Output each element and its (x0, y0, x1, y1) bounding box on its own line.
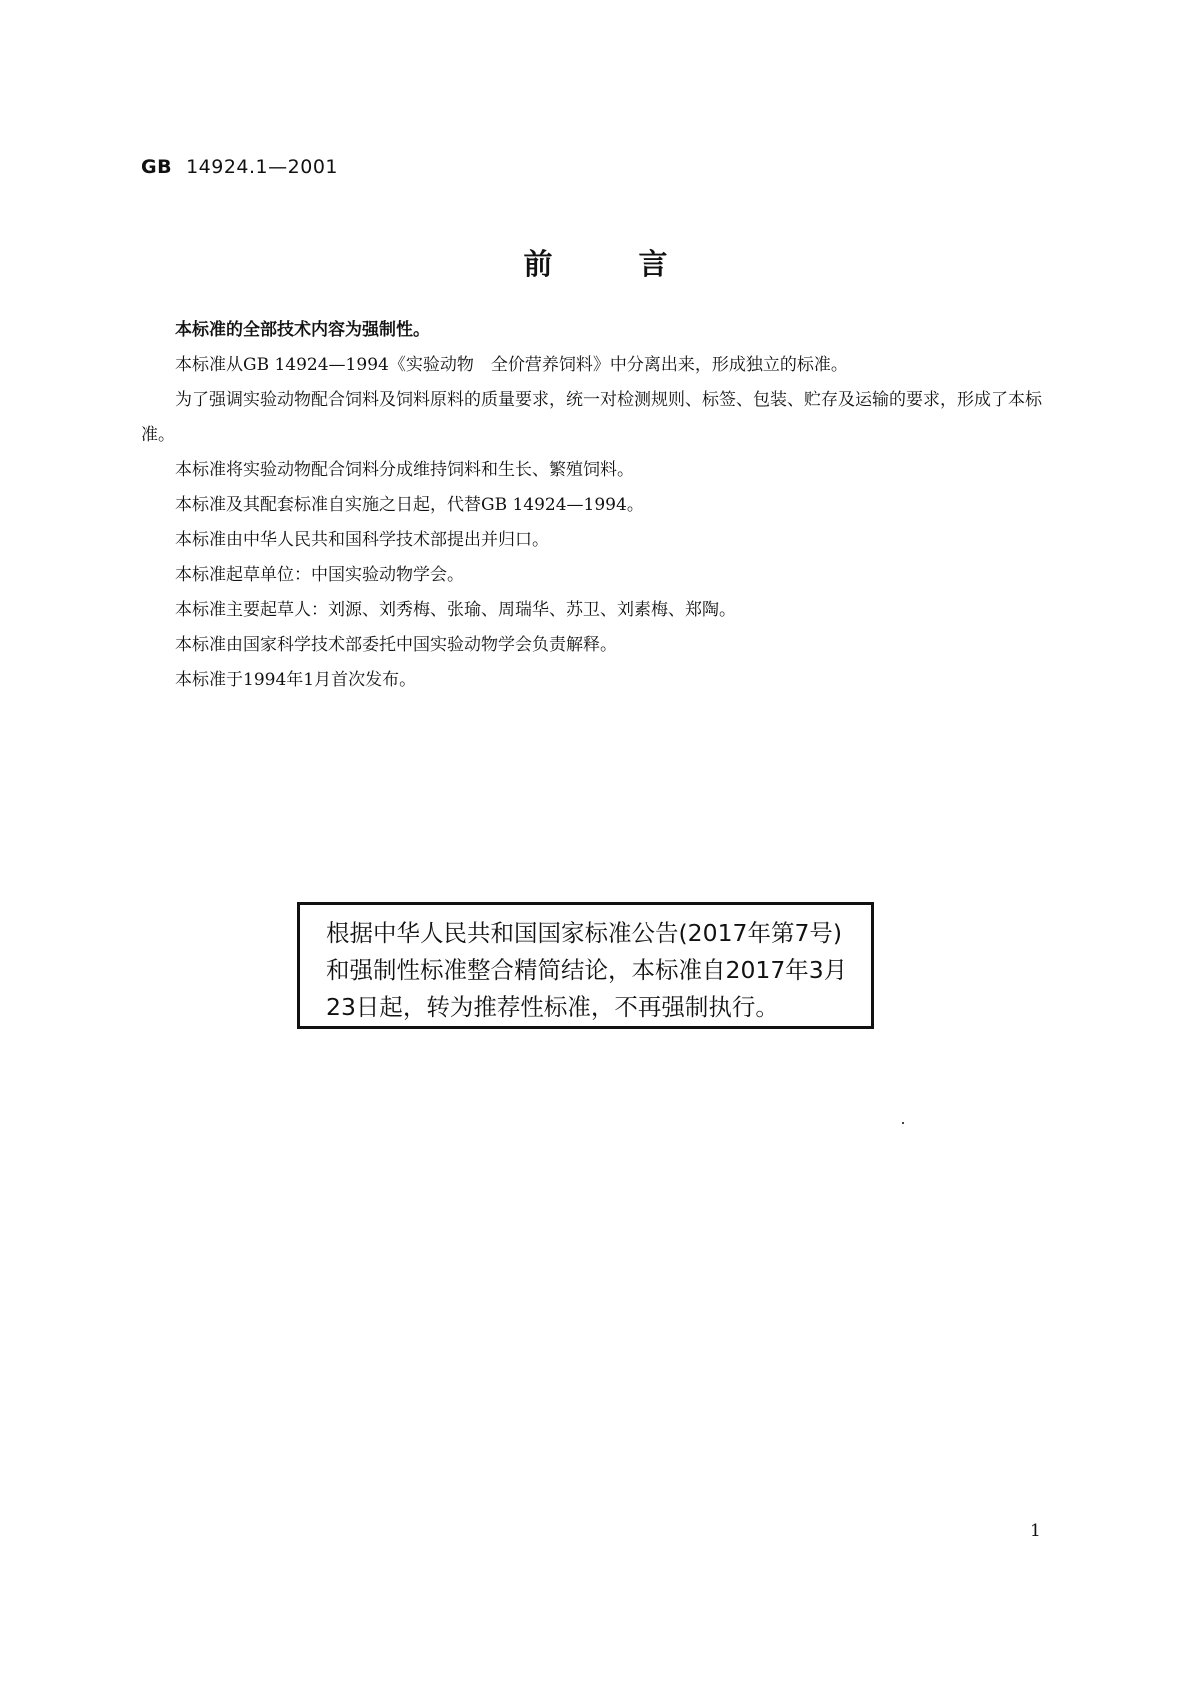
page-title: 前言 (523, 247, 754, 281)
notice-text: 根据中华人民共和国国家标准公告(2017年第7号)和强制性标准整合精简结论，本标准自2017年3月23日起，转为推荐性标准，不再强制执行。 (326, 919, 848, 1021)
paragraph-classification: 本标准将实验动物配合饲料分成维持饲料和生长、繁殖饲料。 (175, 460, 634, 480)
paragraph-purpose: 为了强调实验动物配合饲料及饲料原料的质量要求，统一对检测规则、标签、包装、贮存及运输的要求，形成了本标准。 (141, 390, 1042, 445)
paragraph-interpretation: 本标准由国家科学技术部委托中国实验动物学会负责解释。 (175, 635, 617, 655)
standard-number: 14924.1—2001 (186, 156, 339, 178)
paragraph-first-issue: 本标准于1994年1月首次发布。 (175, 670, 417, 690)
page-number: 1 (1030, 1521, 1041, 1541)
standard-code (141, 156, 338, 178)
paragraph-drafters: 本标准主要起草人：刘源、刘秀梅、张瑜、周瑞华、苏卫、刘素梅、郑陶。 (175, 600, 736, 620)
paragraph-origin: 本标准从GB 14924—1994《实验动物 全价营养饲料》中分离出来，形成独立的标准。 (175, 355, 848, 375)
foreword-body (141, 313, 1059, 698)
paragraph-drafting-unit: 本标准起草单位：中国实验动物学会。 (175, 565, 464, 585)
scan-speck (902, 1122, 904, 1124)
notice-box (297, 902, 874, 1029)
paragraph-proposer: 本标准由中华人民共和国科学技术部提出并归口。 (175, 530, 549, 550)
paragraph-mandatory: 本标准的全部技术内容为强制性。 (175, 320, 430, 340)
paragraph-replacement: 本标准及其配套标准自实施之日起，代替GB 14924—1994。 (175, 495, 644, 515)
standard-prefix: GB (141, 156, 173, 178)
